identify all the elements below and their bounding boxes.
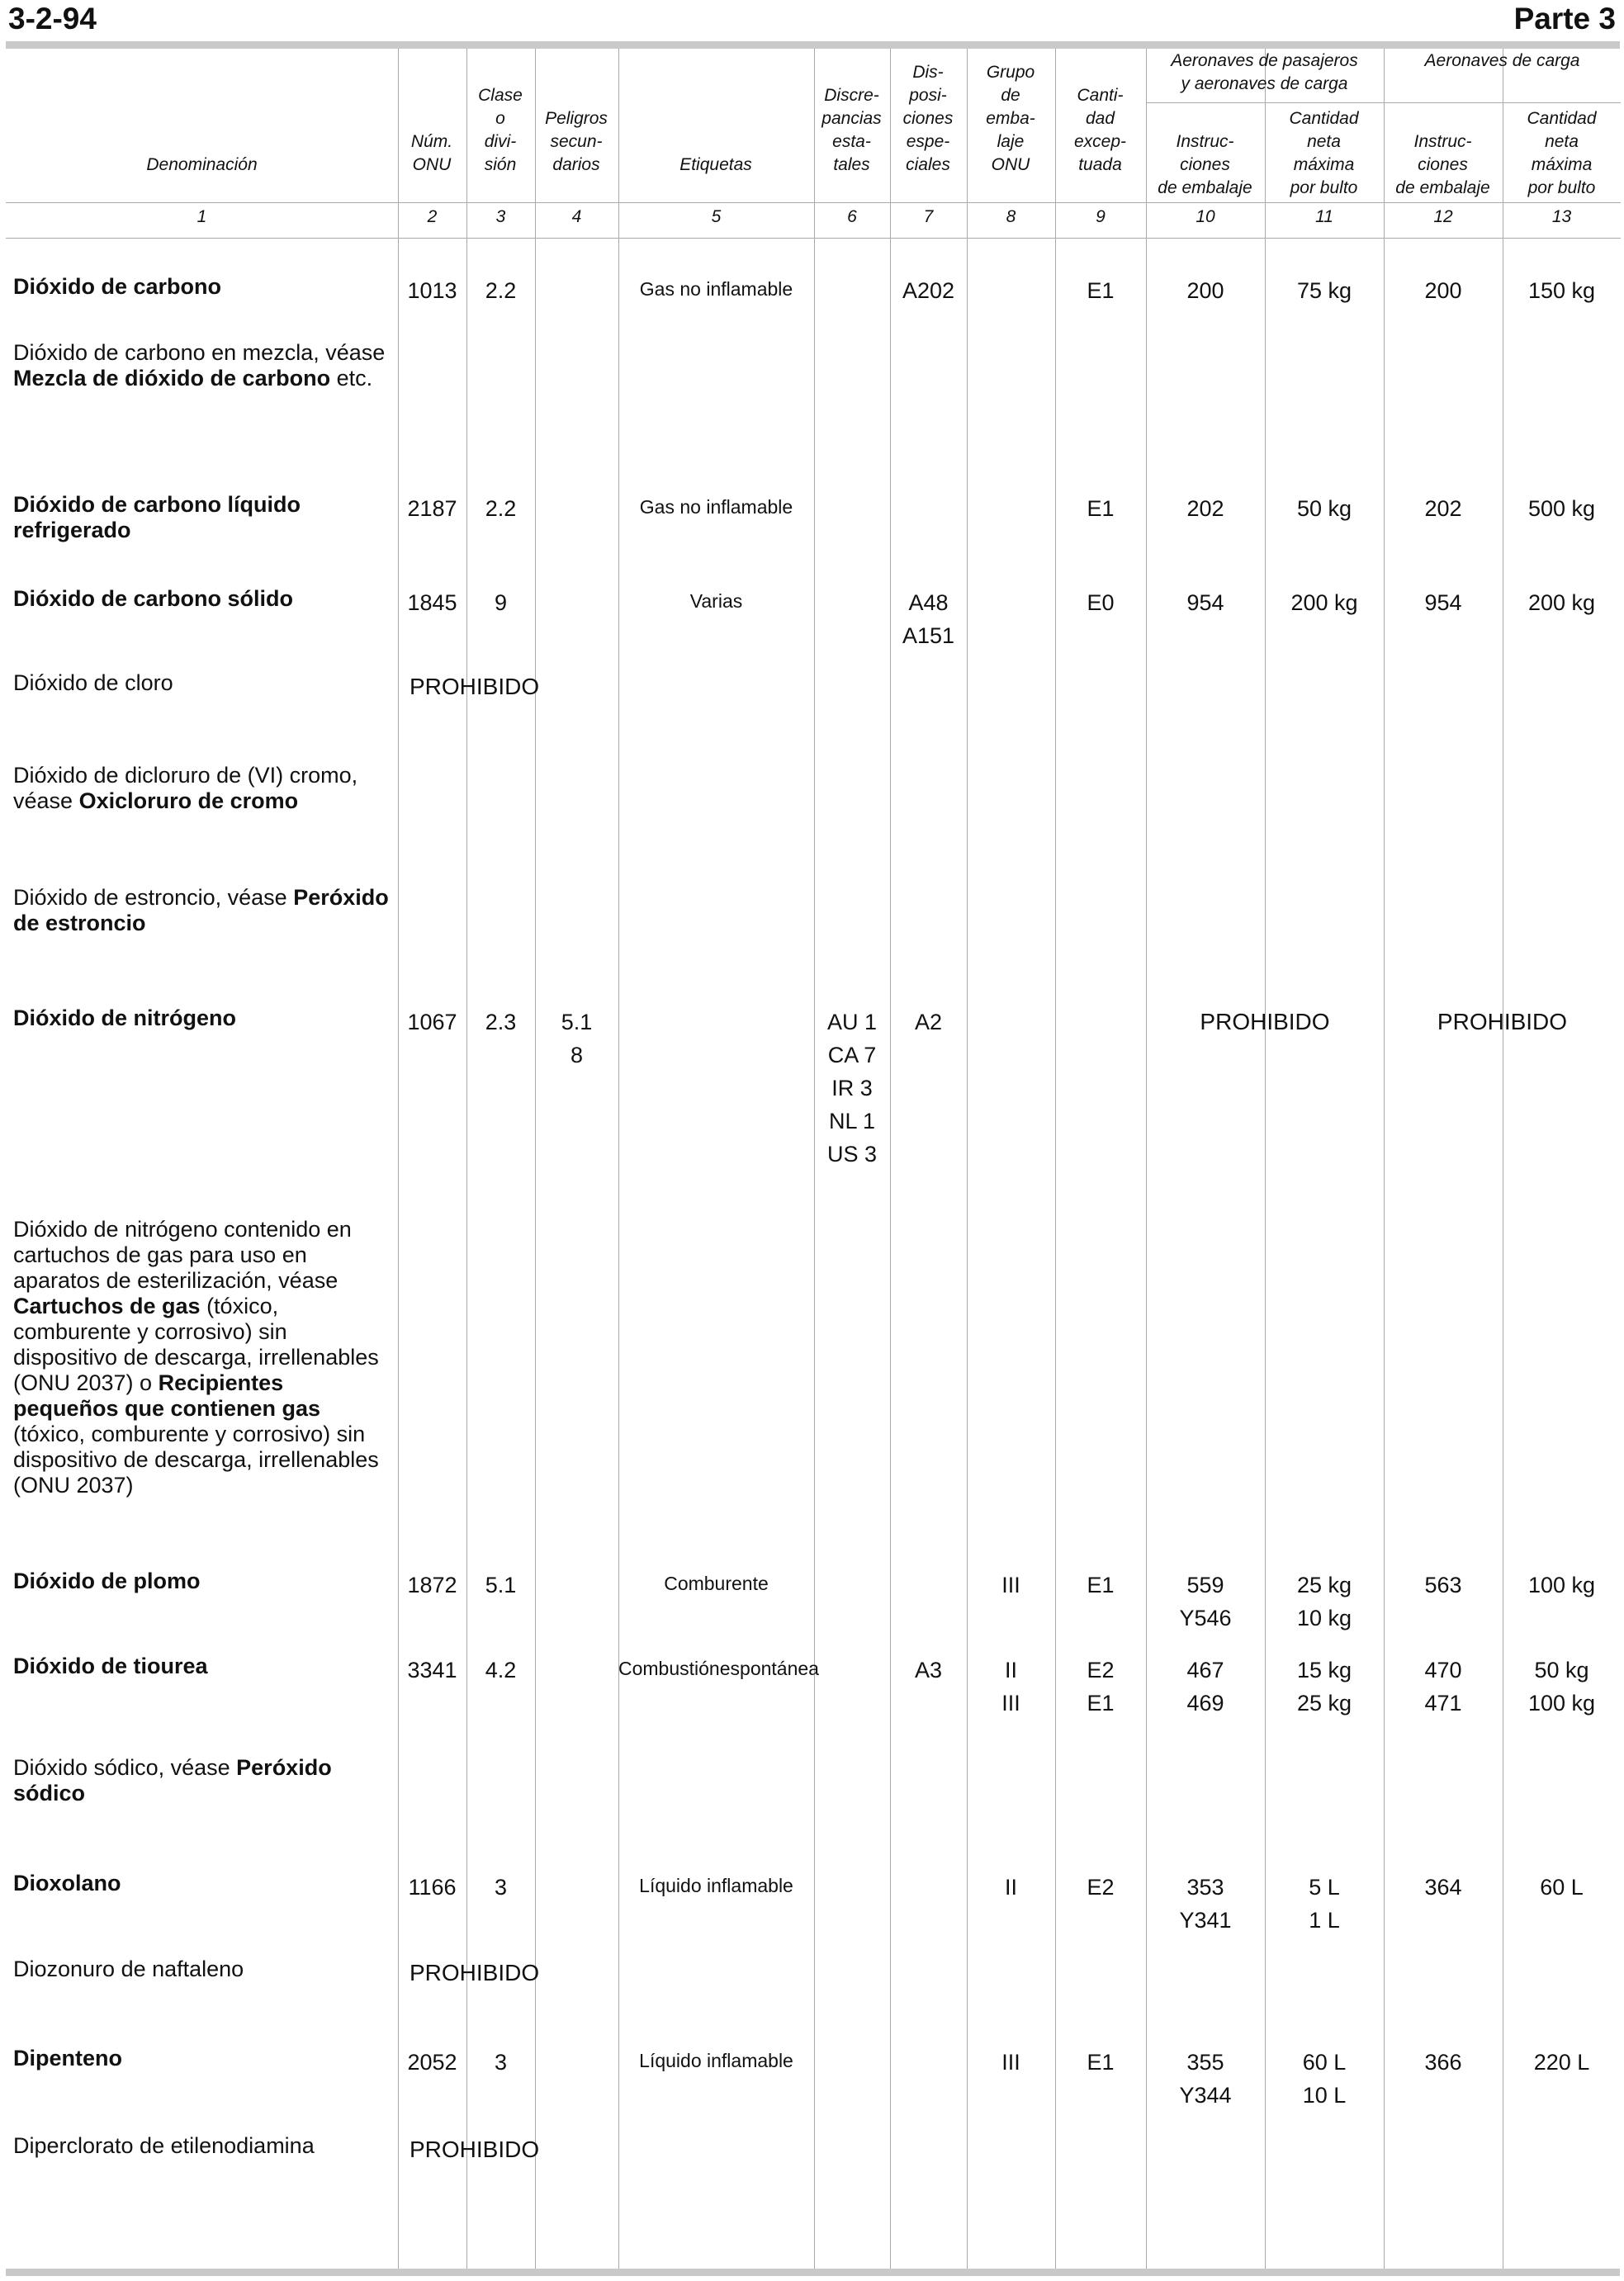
header-cantidad-neta-carga: Cantidad neta máxima por bulto xyxy=(1527,109,1597,197)
row-clase: 9 xyxy=(494,590,508,615)
row-instrucciones-pasajeros: 200 xyxy=(1186,278,1224,303)
row-etiqueta: Gas no inflamable xyxy=(639,496,793,518)
row-cantidad-exceptuada: E2 E1 xyxy=(1087,1658,1115,1715)
column-number: 11 xyxy=(1315,207,1333,226)
prohibido-label: PROHIBIDO xyxy=(410,674,540,699)
header-etiquetas: Etiquetas xyxy=(679,155,752,174)
header-disposiciones: Dis- posi- ciones espe- ciales xyxy=(902,63,954,174)
page-date: 3-2-94 xyxy=(8,2,97,35)
column-divider xyxy=(890,49,891,2269)
column-number: 9 xyxy=(1096,207,1106,226)
row-cantidad-carga: 60 L xyxy=(1540,1875,1584,1900)
row-num-onu: 3341 xyxy=(407,1658,457,1682)
row-cantidad-pasajeros: 75 kg xyxy=(1296,278,1352,303)
column-number: 4 xyxy=(571,207,582,226)
row-denominacion: Diperclorato de etilenodiamina xyxy=(13,2133,315,2158)
row-instrucciones-pasajeros: 355 Y344 xyxy=(1179,2050,1232,2108)
row-denominacion: Dioxolano xyxy=(13,1871,121,1895)
row-etiqueta: Combustiónespontánea xyxy=(618,1658,819,1679)
row-instrucciones-carga: 366 xyxy=(1424,2050,1462,2075)
row-cantidad-exceptuada: E1 xyxy=(1087,278,1115,303)
row-instrucciones-carga: 954 xyxy=(1424,590,1462,615)
row-clase: 2.2 xyxy=(485,496,517,521)
column-number: 1 xyxy=(196,207,207,226)
row-denominacion: Dióxido de dicloruro de (VI) cromo, véase Oxicloruro de cromo xyxy=(13,763,358,813)
row-denominacion: Dióxido de carbono sólido xyxy=(13,586,294,611)
row-cantidad-pasajeros: 25 kg 10 kg xyxy=(1296,1573,1352,1630)
header-peligros: Peligros secun- darios xyxy=(545,109,608,174)
row-divider xyxy=(1146,102,1621,103)
header-instrucciones-carga: Instruc- ciones de embalaje xyxy=(1395,132,1490,197)
row-instrucciones-pasajeros: 559 Y546 xyxy=(1179,1573,1232,1630)
row-denominacion: Dióxido de estroncio, véase Peróxido de estroncio xyxy=(13,885,389,935)
header-instrucciones-pasajeros: Instruc- ciones de embalaje xyxy=(1158,132,1252,197)
row-cantidad-carga: 50 kg 100 kg xyxy=(1527,1658,1596,1715)
header-aeronaves-carga: Aeronaves de carga xyxy=(1424,51,1580,70)
column-divider xyxy=(535,49,536,2269)
row-denominacion: Dióxido de plomo xyxy=(13,1569,201,1593)
row-disposiciones: A48 A151 xyxy=(902,590,955,648)
row-denominacion: Dióxido de nitrógeno contenido en cartuchos de gas para uso en aparatos de esterilización, véase Cartuchos de gas (tóxico, comburente y corrosivo) sin dispositivo de descarga, irrellenables (ONU 2037) o Recipientes pequeños que contienen gas (tóxico, comburente y corrosivo) sin dispositivo de descarga, irrellenables (ONU 2037) xyxy=(13,1217,379,1498)
row-instrucciones-pasajeros: 954 xyxy=(1186,590,1224,615)
column-divider xyxy=(618,49,619,2269)
row-divider xyxy=(6,238,1621,239)
row-cantidad-exceptuada: E0 xyxy=(1087,590,1115,615)
row-cantidad-pasajeros: 5 L 1 L xyxy=(1309,1875,1340,1933)
column-number: 3 xyxy=(495,207,506,226)
row-instrucciones-carga: 470 471 xyxy=(1424,1658,1462,1715)
column-divider xyxy=(466,49,467,2269)
row-denominacion: Dipenteno xyxy=(13,2046,122,2070)
column-number: 2 xyxy=(427,207,438,226)
row-cantidad-exceptuada: E1 xyxy=(1087,1573,1115,1597)
row-grupo: II III xyxy=(1001,1658,1020,1715)
column-divider xyxy=(1384,49,1385,2269)
row-etiqueta: Varias xyxy=(689,590,743,612)
page-part: Parte 3 xyxy=(1513,2,1616,35)
row-etiqueta: Comburente xyxy=(664,1573,769,1594)
row-num-onu: 1845 xyxy=(407,590,457,615)
row-cantidad-pasajeros: 15 kg 25 kg xyxy=(1296,1658,1352,1715)
row-clase: 3 xyxy=(494,2050,508,2075)
row-num-onu: 1013 xyxy=(407,278,457,303)
row-peligros: 5.1 8 xyxy=(561,1010,593,1067)
column-number: 7 xyxy=(923,207,934,226)
row-grupo: III xyxy=(1001,1573,1020,1597)
row-cantidad-pasajeros: 60 L 10 L xyxy=(1302,2050,1347,2108)
header-aeronaves-pasajeros: Aeronaves de pasajeros y aeronaves de carga xyxy=(1171,51,1358,93)
row-num-onu: 1166 xyxy=(408,1875,457,1900)
header-num-onu: Núm. ONU xyxy=(410,132,453,174)
column-divider xyxy=(398,49,399,2269)
column-divider xyxy=(1055,49,1056,2269)
row-etiqueta: Líquido inflamable xyxy=(639,2050,793,2071)
prohibido-label: PROHIBIDO xyxy=(410,2137,540,2162)
row-etiqueta: Gas no inflamable xyxy=(639,278,793,300)
column-number: 10 xyxy=(1196,207,1215,226)
column-number: 13 xyxy=(1551,207,1572,226)
row-disposiciones: A2 xyxy=(914,1010,943,1034)
row-instrucciones-pasajeros: 467 469 xyxy=(1186,1658,1224,1715)
row-instrucciones-carga: 200 xyxy=(1424,278,1462,303)
header-cantidad-exceptuada: Canti- dad excep- tuada xyxy=(1073,86,1127,174)
row-instrucciones-carga: 202 xyxy=(1424,496,1462,521)
row-cantidad-carga: 220 L xyxy=(1533,2050,1590,2075)
header-clase: Clase o divi- sión xyxy=(478,86,523,174)
row-cantidad-exceptuada: E2 xyxy=(1087,1875,1115,1900)
header-grupo: Grupo de emba- laje ONU xyxy=(986,63,1035,174)
row-denominacion: Dióxido de carbono líquido refrigerado xyxy=(13,492,301,542)
row-grupo: III xyxy=(1001,2050,1020,2075)
row-denominacion: Dióxido de tiourea xyxy=(13,1654,208,1678)
row-grupo: II xyxy=(1004,1875,1017,1900)
row-num-onu: 1872 xyxy=(407,1573,457,1597)
row-instrucciones-carga: 364 xyxy=(1424,1875,1462,1900)
header-denominacion: Denominación xyxy=(146,155,258,174)
row-cantidad-carga: 500 kg xyxy=(1527,496,1596,521)
row-denominacion: Dióxido de carbono xyxy=(13,274,222,299)
row-clase: 4.2 xyxy=(485,1658,517,1682)
row-denominacion: Dióxido de carbono en mezcla, véase Mezcla de dióxido de carbono etc. xyxy=(13,340,386,390)
row-cantidad-carga: 200 kg xyxy=(1527,590,1596,615)
row-clase: 2.3 xyxy=(485,1010,517,1034)
row-clase: 2.2 xyxy=(485,278,517,303)
column-number: 8 xyxy=(1006,207,1016,226)
row-cantidad-pasajeros: 50 kg xyxy=(1296,496,1352,521)
row-clase: 3 xyxy=(494,1875,508,1900)
row-cantidad-carga: 100 kg xyxy=(1527,1573,1596,1597)
bottom-rule xyxy=(6,2269,1620,2276)
row-discrepancias: AU 1 CA 7 IR 3 NL 1 US 3 xyxy=(826,1010,878,1167)
prohibido-carga: PROHIBIDO xyxy=(1437,1009,1568,1034)
row-denominacion: Dióxido sódico, véase Peróxido sódico xyxy=(13,1755,332,1805)
row-denominacion: Dióxido de cloro xyxy=(13,670,173,695)
row-num-onu: 2187 xyxy=(407,496,457,521)
row-num-onu: 2052 xyxy=(407,2050,457,2075)
column-divider xyxy=(967,49,968,2269)
row-denominacion: Diozonuro de naftaleno xyxy=(13,1957,244,1981)
row-clase: 5.1 xyxy=(485,1573,517,1597)
row-denominacion: Dióxido de nitrógeno xyxy=(13,1006,236,1030)
prohibido-pasajeros: PROHIBIDO xyxy=(1200,1009,1330,1034)
row-instrucciones-carga: 563 xyxy=(1424,1573,1462,1597)
prohibido-label: PROHIBIDO xyxy=(410,1960,540,1985)
row-instrucciones-pasajeros: 202 xyxy=(1186,496,1224,521)
row-num-onu: 1067 xyxy=(407,1010,457,1034)
column-number: 6 xyxy=(847,207,857,226)
page-header xyxy=(0,0,1624,40)
row-divider xyxy=(6,202,1621,203)
row-instrucciones-pasajeros: 353 Y341 xyxy=(1179,1875,1232,1933)
row-cantidad-carga: 150 kg xyxy=(1527,278,1596,303)
row-cantidad-pasajeros: 200 kg xyxy=(1290,590,1358,615)
row-cantidad-exceptuada: E1 xyxy=(1087,496,1115,521)
row-etiqueta: Líquido inflamable xyxy=(639,1875,793,1896)
header-cantidad-neta-pasajeros: Cantidad neta máxima por bulto xyxy=(1289,109,1359,197)
header-discrepancias: Discre- pancias esta- tales xyxy=(821,86,882,174)
column-number: 5 xyxy=(711,207,722,226)
column-number: 12 xyxy=(1433,207,1453,226)
row-cantidad-exceptuada: E1 xyxy=(1087,2050,1115,2075)
row-disposiciones: A202 xyxy=(902,278,955,303)
top-rule xyxy=(6,41,1620,49)
row-disposiciones: A3 xyxy=(914,1658,943,1682)
